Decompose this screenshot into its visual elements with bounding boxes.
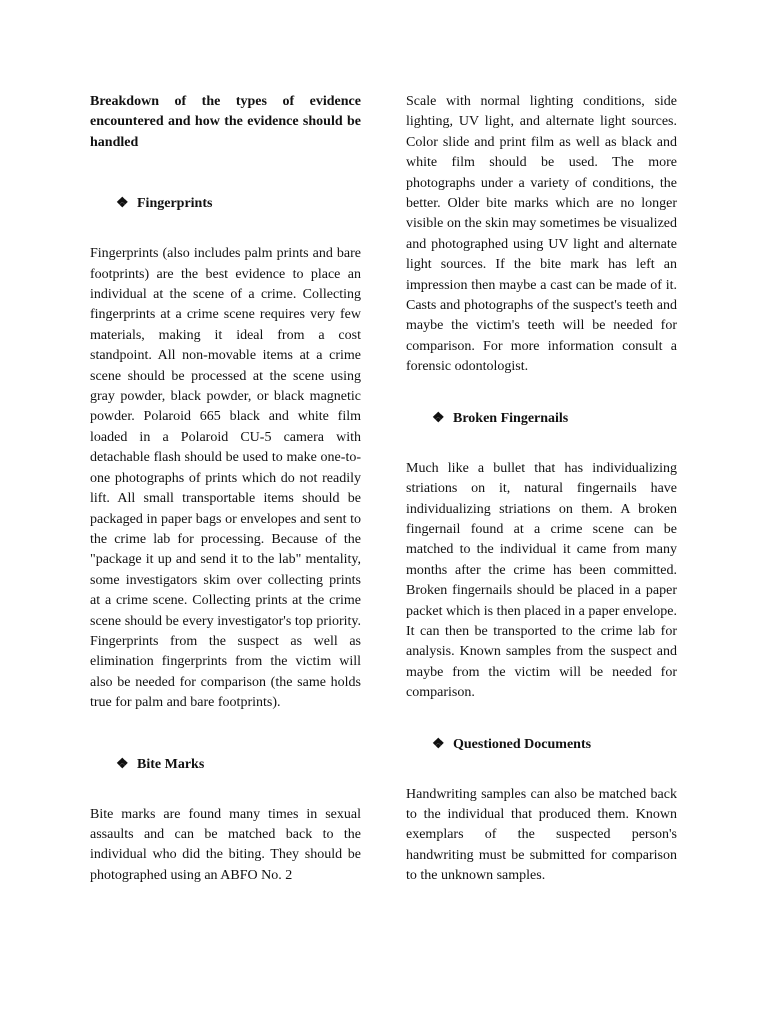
left-column [90,92,361,886]
heading-text: Broken Fingernails [453,410,569,426]
section-heading-bite-marks [90,754,361,775]
section-heading-broken-fingernails [406,408,677,429]
heading-text: Questioned Documents [453,736,592,752]
section-heading-fingerprints [90,193,361,214]
diamond-bullet-icon: ❖ [116,756,129,772]
broken-fingernails-paragraph: Much like a bullet that has individualizing striations on it, natural fingernails have individualizing striations on them. A broken fingernail found at a crime scene can be matched to the individual it came from many months after the crime has been committed. Broken fingernails should be placed in a paper packet which is then placed in a paper envelope. It can then be transported to the crime lab for analysis. Known samples from the suspect and maybe from the victim will be needed for comparison. [406,460,677,701]
right-column [406,92,677,887]
diamond-bullet-icon: ❖ [116,196,129,212]
diamond-bullet-icon: ❖ [432,410,445,426]
bite-marks-paragraph-part2: Scale with normal lighting conditions, side lighting, UV light, and alternate light sources. Color slide and print film as well as black and white film should be used. The more photographs under a variety of conditions, the better. Older bite marks which are no longer visible on the skin may sometimes be visualized and photographed using UV light and alternate light sources. If the bite mark has left an impression then maybe a cast can be made of it. Casts and photographs of the suspect's teeth and maybe the victim's teeth will be needed for comparison. For more information consult a forensic odontologist. [406,94,677,375]
section-heading-questioned-documents [406,734,677,755]
heading-text: Bite Marks [137,756,205,772]
fingerprints-paragraph: Fingerprints (also includes palm prints and bare footprints) are the best evidence to place an individual at the scene of a crime. Collecting fingerprints at a crime scene requires very few materials, making it ideal from a cost standpoint. All non-movable items at a crime scene should be processed at the scene using gray powder, black powder, or black magnetic powder. Polaroid 665 black and white film loaded in a Polaroid CU-5 camera with detachable flash should be used to make one-to-one photographs of prints which do not readily lift. All small transportable items should be packaged in paper bags or envelopes and sent to the crime lab for processing. Because of the "package it up and send it to the lab" mentality, some investigators skim over collecting prints at a crime scene. Collecting prints at the crime scene should be every investigator's top priority. Fingerprints from the suspect as well as elimination fingerprints from the victim will also be needed for comparison (the same holds true for palm and bare footprints). [90,246,361,711]
heading-text: Fingerprints [137,196,213,212]
bite-marks-paragraph-part1: Bite marks are found many times in sexual assaults and can be matched back to the individual who did the biting. They should be photographed using an ABFO No. 2 [90,806,361,883]
document-title: Breakdown of the types of evidence encountered and how the evidence should be handled [90,94,361,150]
questioned-documents-paragraph: Handwriting samples can also be matched back to the individual that produced them. Known exemplars of the suspected person's handwriting must be submitted for comparison to the unknown samples. [406,786,677,884]
diamond-bullet-icon: ❖ [432,736,445,752]
